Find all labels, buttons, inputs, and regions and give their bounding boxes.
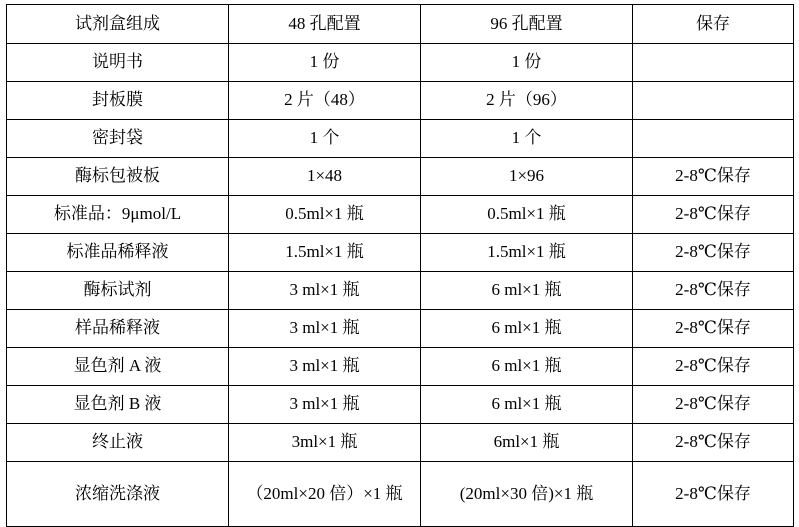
table-row	[7, 82, 794, 120]
cell-48well: 3 ml×1 瓶	[229, 386, 421, 424]
cell-96well: 1.5ml×1 瓶	[421, 234, 633, 272]
cell-component: 样品稀释液	[7, 310, 229, 348]
table-row	[7, 348, 794, 386]
cell-48well: 0.5ml×1 瓶	[229, 196, 421, 234]
cell-48well: 3 ml×1 瓶	[229, 310, 421, 348]
table-header-row	[7, 5, 794, 44]
cell-48well: 1×48	[229, 158, 421, 196]
cell-storage: 2-8℃保存	[633, 234, 794, 272]
cell-96well: 1 个	[421, 120, 633, 158]
cell-component: 封板膜	[7, 82, 229, 120]
cell-48well: 1.5ml×1 瓶	[229, 234, 421, 272]
cell-component: 浓缩洗涤液	[7, 462, 229, 527]
cell-48well: （20ml×20 倍）×1 瓶	[229, 462, 421, 527]
cell-storage: 2-8℃保存	[633, 386, 794, 424]
cell-storage	[633, 120, 794, 158]
column-header-48well: 48 孔配置	[229, 5, 421, 44]
cell-component: 终止液	[7, 424, 229, 462]
cell-storage	[633, 44, 794, 82]
cell-component: 显色剂 B 液	[7, 386, 229, 424]
table-row	[7, 158, 794, 196]
column-header-96well: 96 孔配置	[421, 5, 633, 44]
cell-96well: 2 片（96）	[421, 82, 633, 120]
table-row	[7, 272, 794, 310]
cell-storage	[633, 82, 794, 120]
table-row	[7, 196, 794, 234]
kit-composition-table	[6, 4, 794, 527]
table-row	[7, 310, 794, 348]
cell-48well: 1 份	[229, 44, 421, 82]
table-row	[7, 234, 794, 272]
cell-storage: 2-8℃保存	[633, 310, 794, 348]
column-header-storage: 保存	[633, 5, 794, 44]
cell-48well: 3 ml×1 瓶	[229, 272, 421, 310]
cell-96well: 0.5ml×1 瓶	[421, 196, 633, 234]
cell-96well: 6 ml×1 瓶	[421, 386, 633, 424]
cell-48well: 3 ml×1 瓶	[229, 348, 421, 386]
cell-component: 说明书	[7, 44, 229, 82]
cell-storage: 2-8℃保存	[633, 462, 794, 527]
table-row	[7, 44, 794, 82]
cell-96well: 6ml×1 瓶	[421, 424, 633, 462]
cell-96well: 6 ml×1 瓶	[421, 310, 633, 348]
table-row	[7, 424, 794, 462]
cell-storage: 2-8℃保存	[633, 196, 794, 234]
cell-storage: 2-8℃保存	[633, 158, 794, 196]
cell-96well: 1 份	[421, 44, 633, 82]
cell-96well: 6 ml×1 瓶	[421, 348, 633, 386]
cell-48well: 2 片（48）	[229, 82, 421, 120]
cell-component: 标准品：9μmol/L	[7, 196, 229, 234]
table-row	[7, 386, 794, 424]
column-header-component: 试剂盒组成	[7, 5, 229, 44]
cell-component: 显色剂 A 液	[7, 348, 229, 386]
cell-component: 标准品稀释液	[7, 234, 229, 272]
table-row	[7, 462, 794, 527]
cell-48well: 3ml×1 瓶	[229, 424, 421, 462]
cell-storage: 2-8℃保存	[633, 424, 794, 462]
cell-component: 酶标包被板	[7, 158, 229, 196]
cell-96well: 1×96	[421, 158, 633, 196]
cell-component: 密封袋	[7, 120, 229, 158]
cell-96well: (20ml×30 倍)×1 瓶	[421, 462, 633, 527]
cell-component: 酶标试剂	[7, 272, 229, 310]
cell-48well: 1 个	[229, 120, 421, 158]
table-row	[7, 120, 794, 158]
cell-storage: 2-8℃保存	[633, 272, 794, 310]
cell-storage: 2-8℃保存	[633, 348, 794, 386]
cell-96well: 6 ml×1 瓶	[421, 272, 633, 310]
